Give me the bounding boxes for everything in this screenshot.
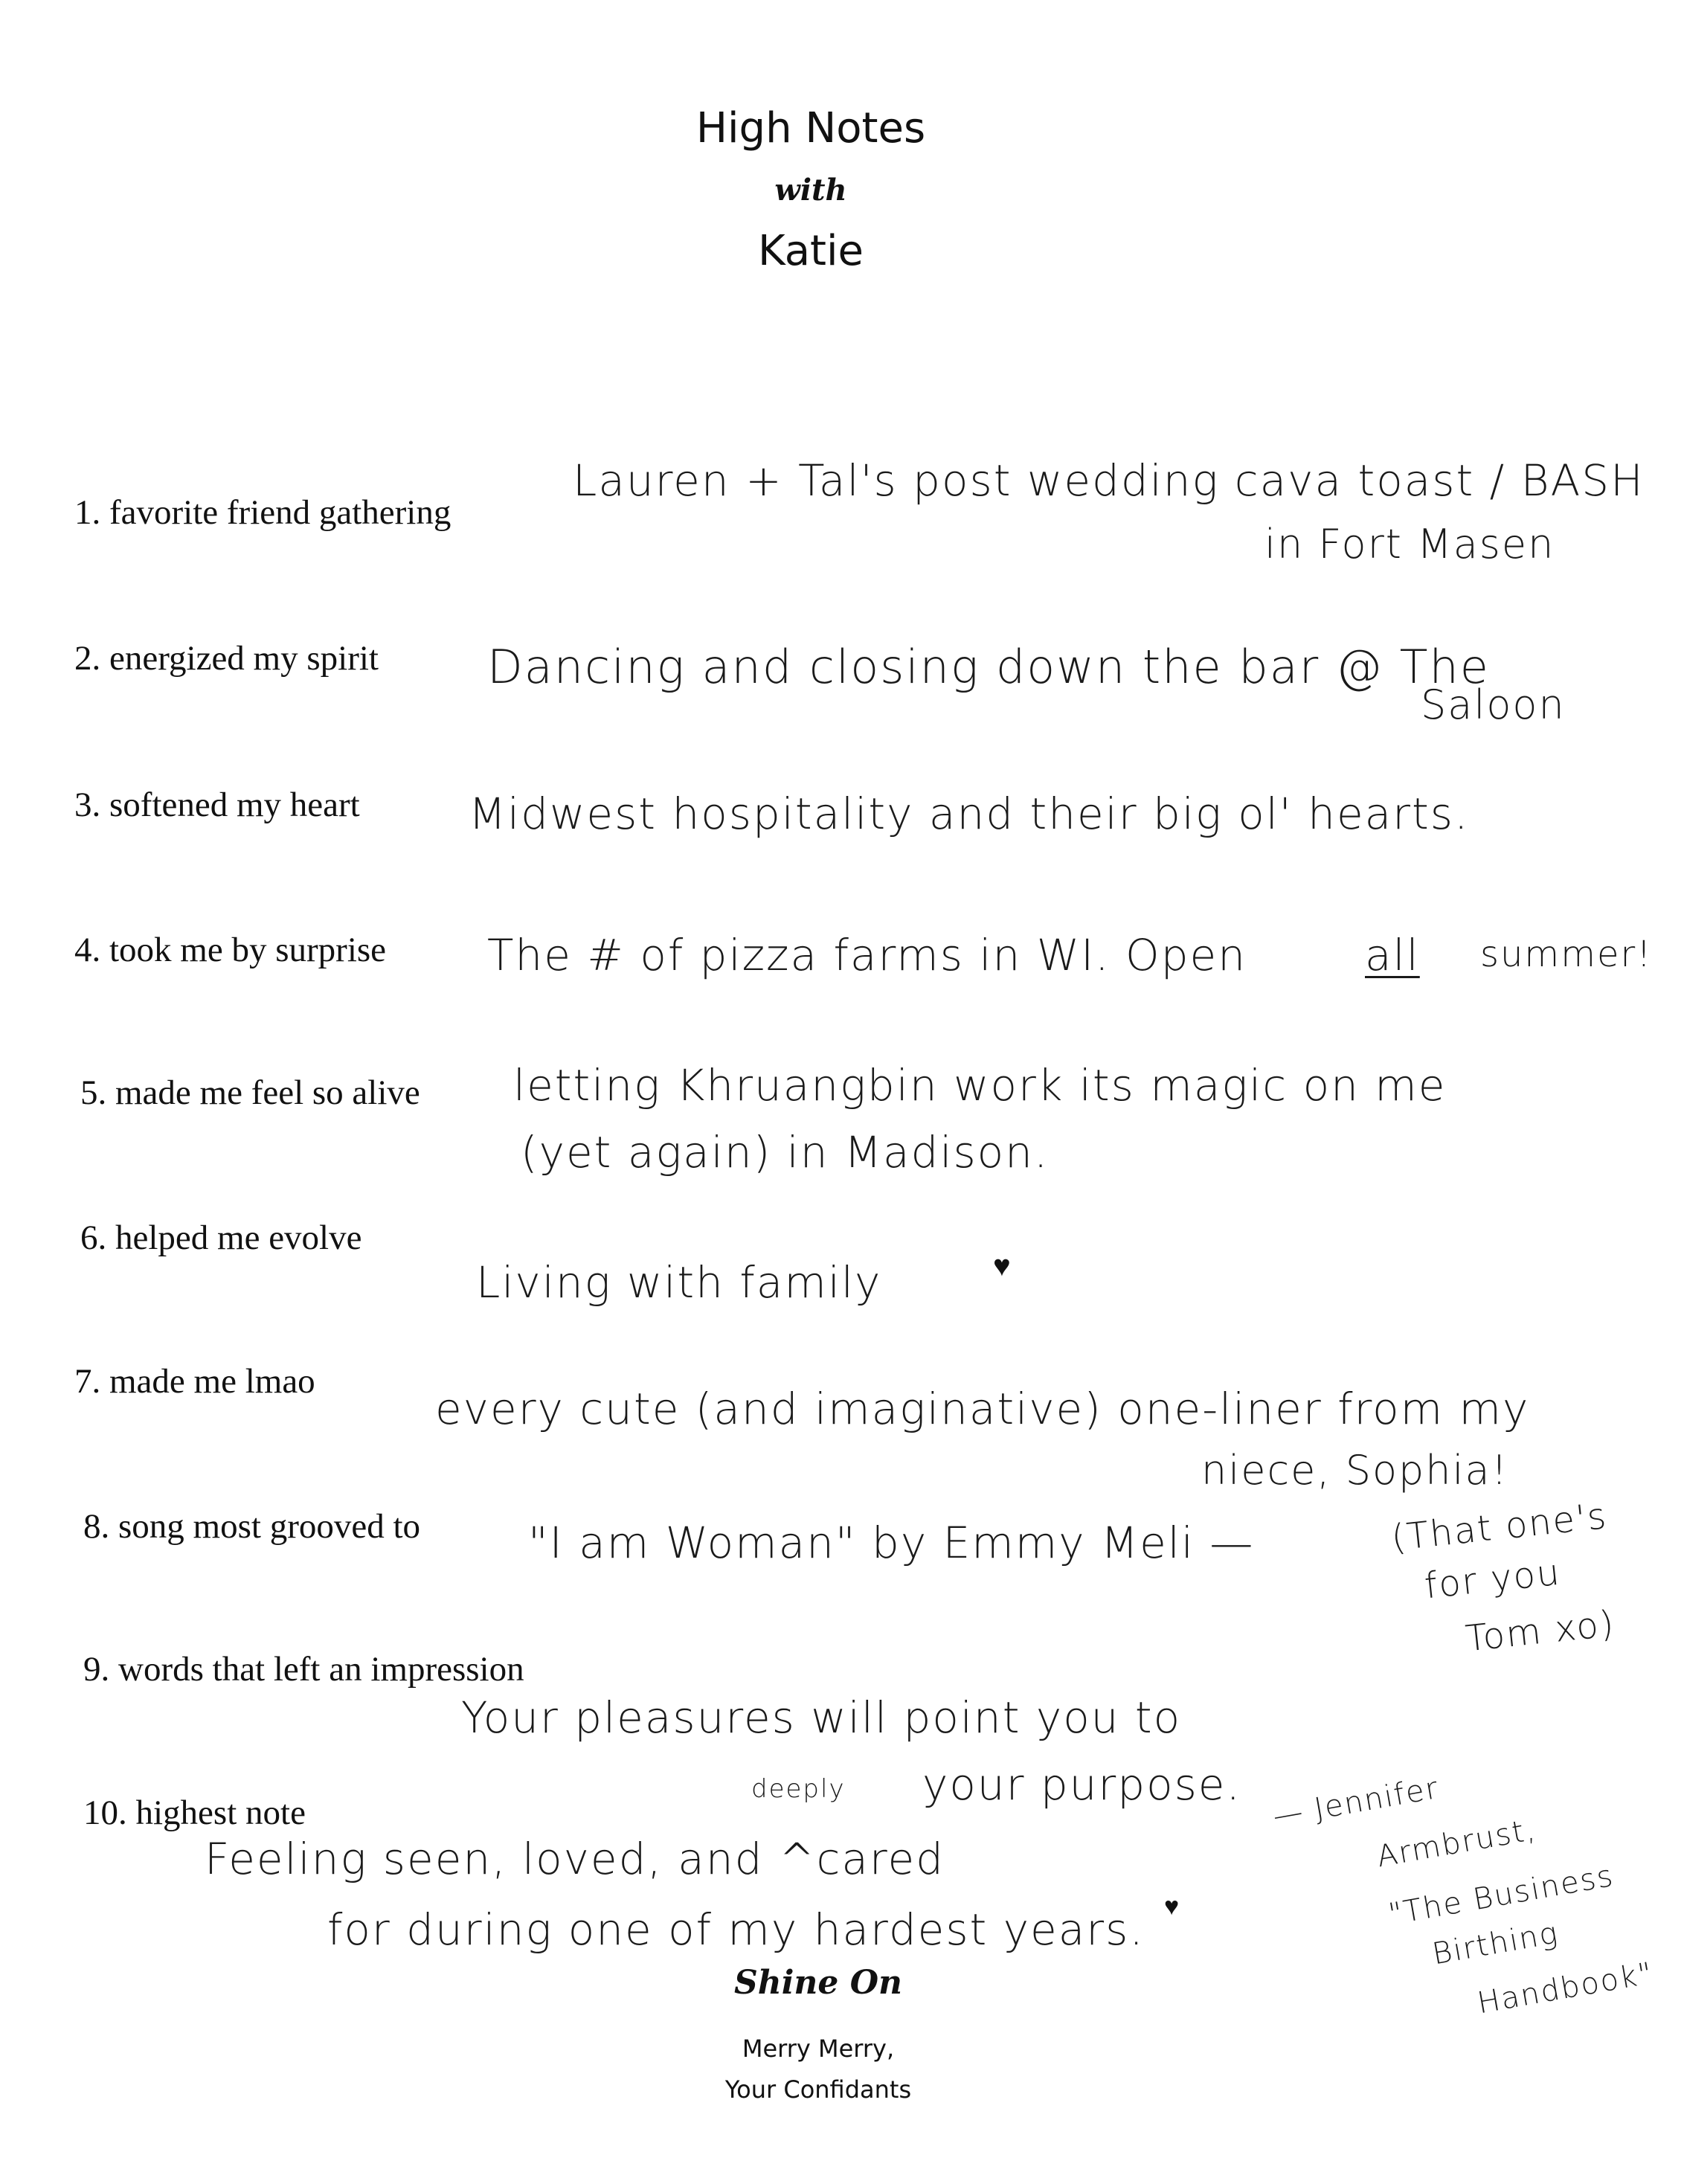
answer-10-line-2: for during one of my hardest years. [327, 1904, 1145, 1955]
answer-9-attribution-4: Birthing [1430, 1915, 1561, 1972]
prompt-6: 6. helped me evolve [80, 1218, 362, 1257]
answer-9-attribution-3: "The Business [1386, 1858, 1617, 1933]
answer-10-line-1: Feeling seen, loved, and ^cared [205, 1834, 945, 1884]
prompt-3: 3. softened my heart [74, 786, 360, 824]
answer-8-aside-1: (That one's [1389, 1494, 1610, 1560]
answer-6: Living with family [476, 1257, 882, 1308]
answer-4-underlined-word: all [1365, 930, 1420, 980]
answer-1-line-1: Lauren + Tal's post wedding cava toast / BASH [573, 455, 1645, 506]
answer-9-attribution-2: Armbrust, [1374, 1812, 1539, 1875]
answer-4-line-3: summer! [1480, 934, 1653, 975]
prompt-4: 4. took me by surprise [74, 931, 387, 969]
closing-shine-on: Shine On [733, 1964, 903, 2002]
answer-2-line-2: Saloon [1421, 681, 1566, 728]
prompt-1: 1. favorite friend gathering [74, 493, 451, 532]
answer-7-line-2: niece, Sophia! [1201, 1447, 1509, 1494]
answer-10-insert: deeply [751, 1774, 846, 1804]
signature-line-1: Merry Merry, [742, 2034, 895, 2063]
heart-icon: ♥ [993, 1249, 1011, 1282]
answer-8-aside-3: Tom xo) [1463, 1602, 1617, 1660]
answer-1-line-2: in Fort Masen [1264, 521, 1555, 568]
answer-8-aside-2: for you [1422, 1551, 1563, 1608]
prompt-8: 8. song most grooved to [83, 1507, 421, 1546]
prompt-2: 2. energized my spirit [74, 639, 379, 678]
answer-2-line-1: Dancing and closing down the bar @ The [487, 640, 1490, 694]
answer-5-line-1: letting Khruangbin work its magic on me [513, 1060, 1447, 1111]
heart-icon-small: ♥ [1164, 1893, 1180, 1921]
prompt-10: 10. highest note [83, 1793, 306, 1832]
answer-9-attribution-5: Handbook" [1474, 1956, 1656, 2021]
answer-5-line-2: (yet again) in Madison. [521, 1127, 1050, 1178]
answer-3: Midwest hospitality and their big ol' hearts. [469, 789, 1470, 839]
signature-line-2: Your Confidants [724, 2075, 912, 2104]
recipient-name: Katie [757, 227, 864, 275]
answer-7-line-1: every cute (and imaginative) one-liner from my [435, 1384, 1530, 1434]
prompt-7: 7. made me lmao [74, 1362, 315, 1401]
answer-9-line-1: Your pleasures will point you to [461, 1692, 1182, 1743]
title-connector: with [774, 173, 847, 208]
answer-9-attribution-1: — Jennifer [1270, 1770, 1442, 1834]
answer-9-line-2: your purpose. [922, 1759, 1241, 1810]
prompt-9: 9. words that left an impression [83, 1650, 524, 1689]
answer-8-line-1: "I am Woman" by Emmy Meli — [528, 1517, 1255, 1568]
answer-4-line-1: The # of pizza farms in WI. Open [487, 930, 1247, 980]
page-title: High Notes [695, 104, 926, 152]
prompt-5: 5. made me feel so alive [80, 1073, 420, 1112]
